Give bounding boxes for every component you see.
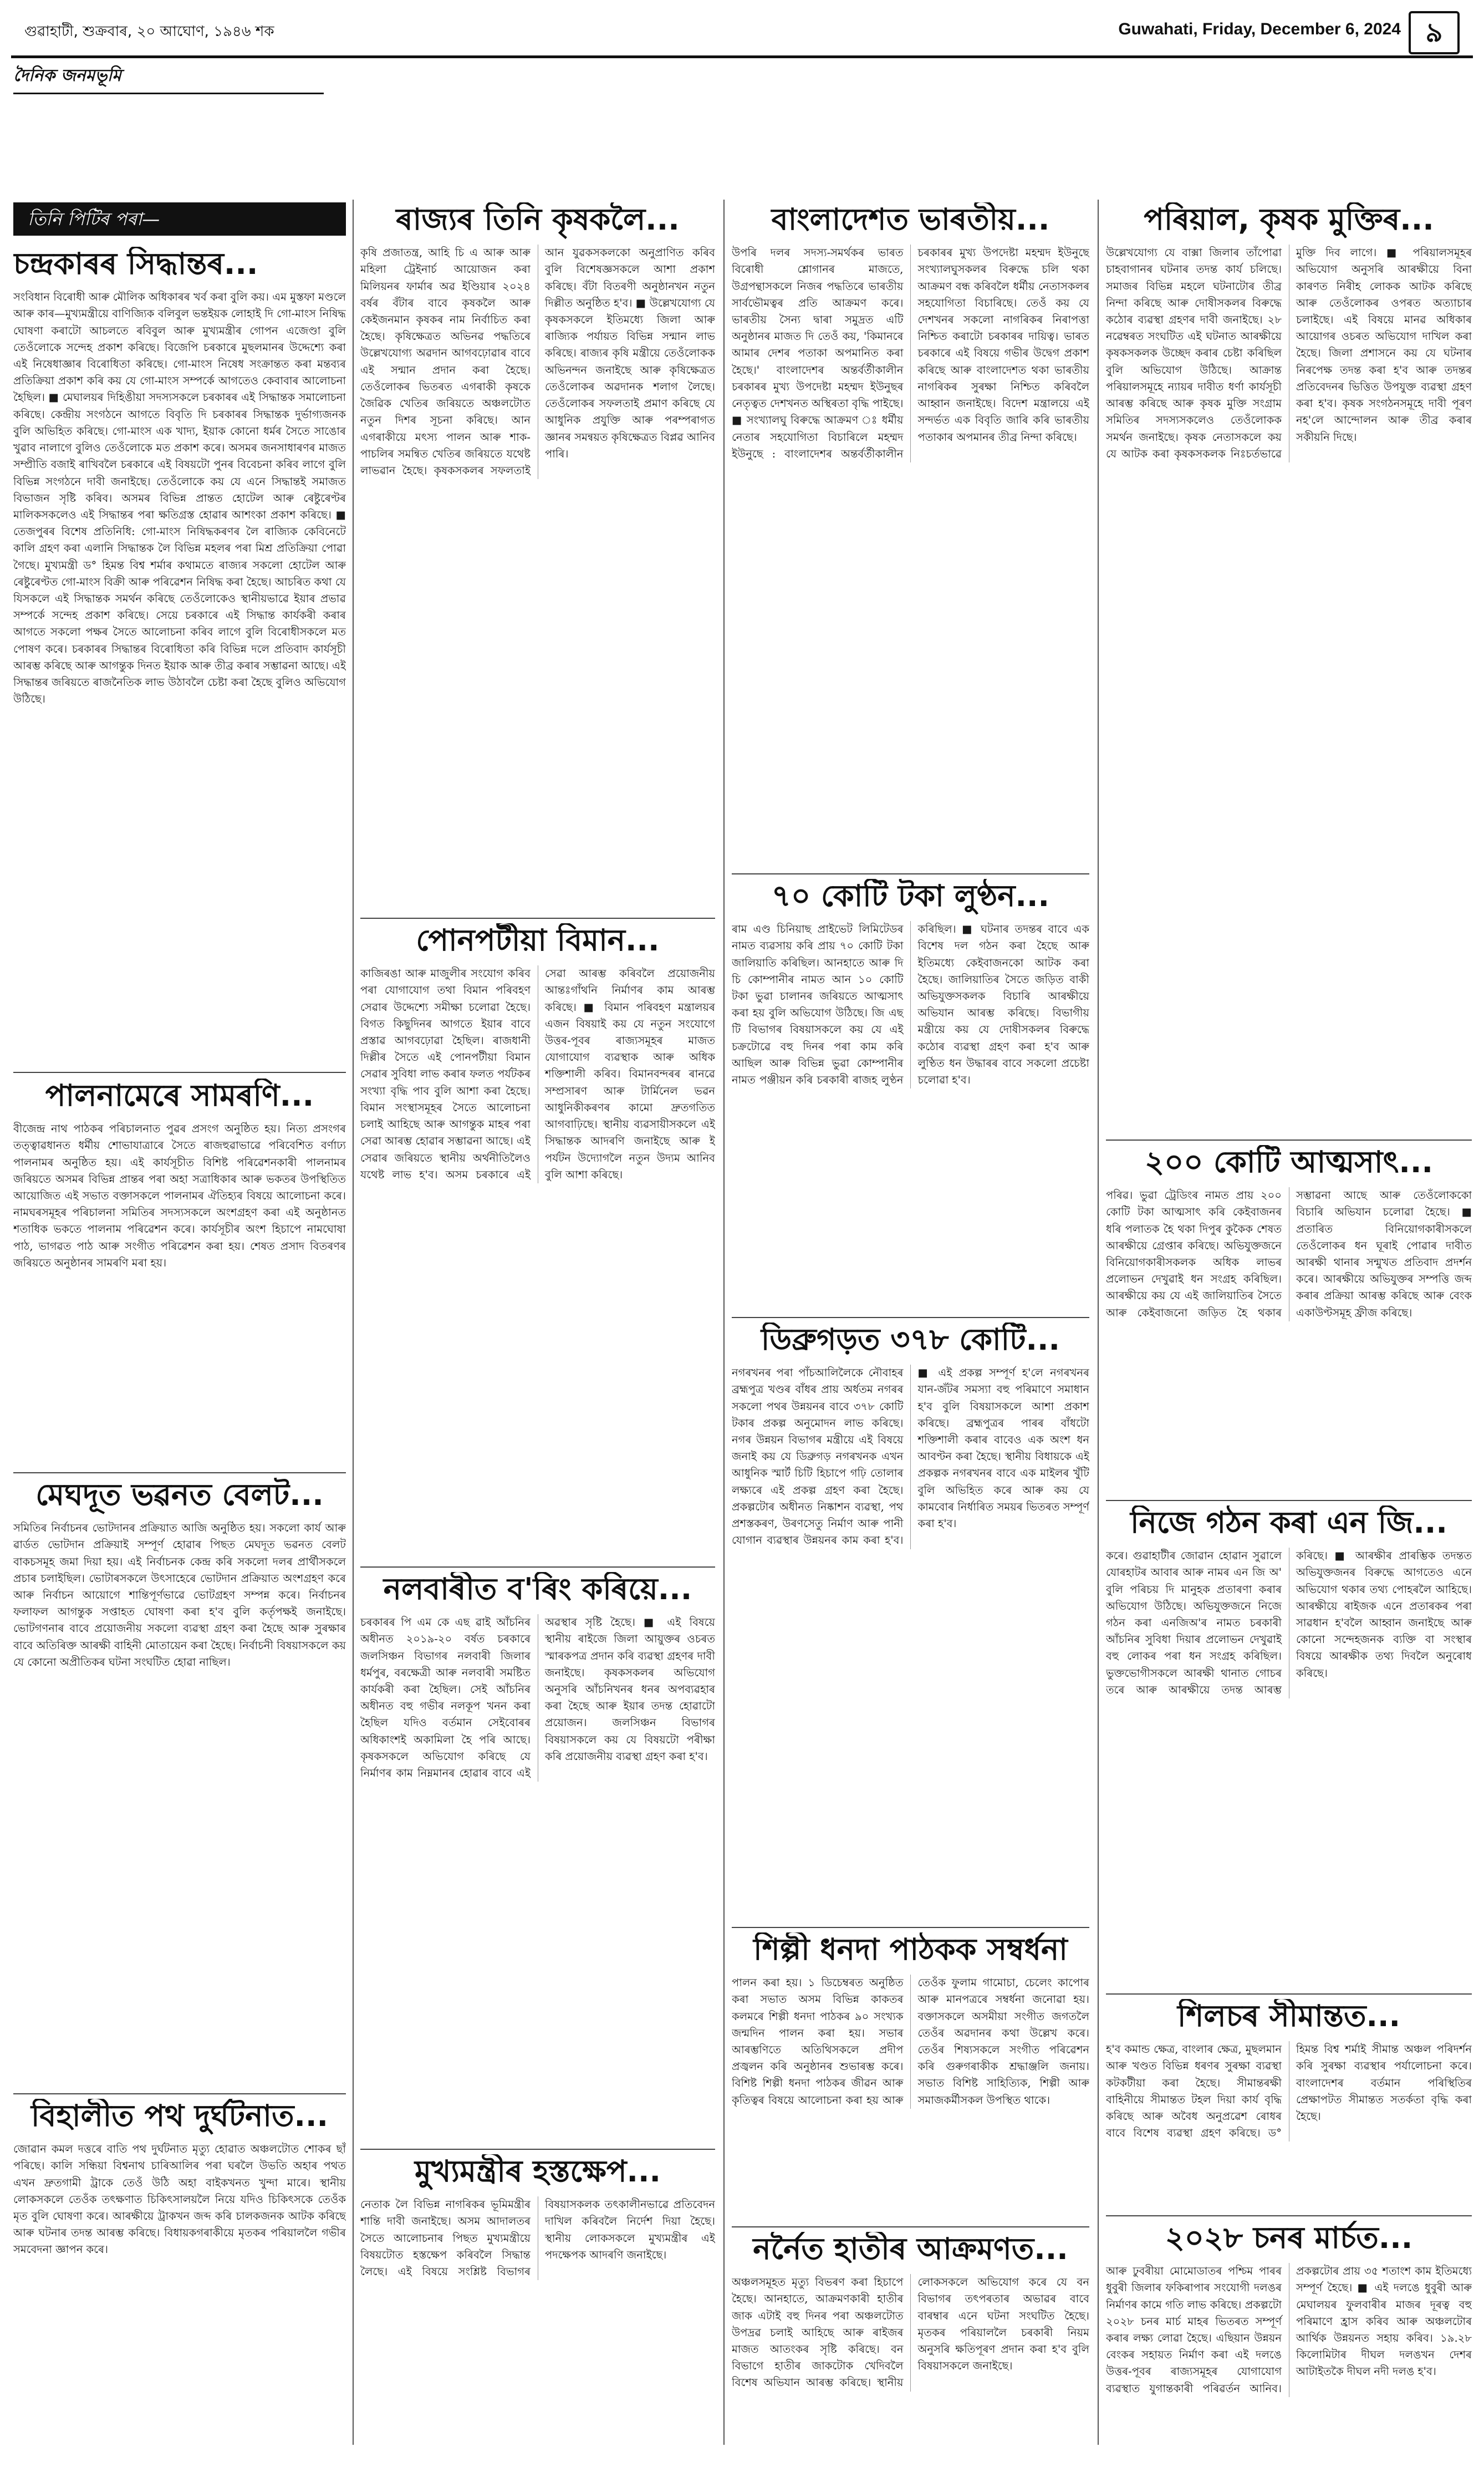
article-body: কৃষি প্ৰজাতন্ত্ৰ, আহি চি এ আৰু আৰু মহিলা ট্ৰেইনাৰ্চ আয়োজন কৰা মিলিয়নৰ ফাৰ্মাৰ অৱ ইণ্ডিয়াৰ ২০২৪ বৰ্ষৰ বঁটাৰ বাবে কৃষকলৈ আৰু কেইজনমান কৃষকৰ নাম নিৰ্বাচিত কৰা হৈছে। কৃষিক্ষেত্ৰত অভিনৱ পদ্ধতিৰে উল্লেখযোগ্য অৱদান আগবঢ়োৱাৰ বাবে এই সন্মান প্ৰদান কৰা হৈছে। তেওঁলোকৰ ভিতৰত এগৰাকী কৃষকে জৈৱিক খেতিৰ জৰিয়তে অঞ্চলটোত নতুন দিশৰ সূচনা কৰিছে। আন এগৰাকীয়ে মৎস্য পালন আৰু শাক-পাচলিৰ সমন্বিত খেতিৰ জৰিয়তে যথেষ্ট লাভৱান হৈছে। কৃষকসকলৰ সফলতাই আন যুৱকসকলকো অনুপ্ৰাণিত কৰিব বুলি বিশেষজ্ঞসকলে আশা প্ৰকাশ কৰিছে। বঁটা বিতৰণী অনুষ্ঠানখন নতুন দিল্লীত অনুষ্ঠিত হ'ব। ■ উল্লেখযোগ্য যে কৃষকসকলে ইতিমধ্যে জিলা আৰু ৰাজ্যিক পৰ্যায়ত বিভিন্ন সন্মান লাভ কৰিছে। ৰাজ্যৰ কৃষি মন্ত্ৰীয়ে তেওঁলোকক অভিনন্দন জনাইছে আৰু কৃষিক্ষেত্ৰত তেওঁলোকৰ অৱদানক শলাগ লৈছে। তেওঁলোকৰ সফলতাই প্ৰমাণ কৰিছে যে আধুনিক প্ৰযুক্তি আৰু পৰম্পৰাগত জ্ঞানৰ সমন্বয়ত কৃষিক্ষেত্ৰত বিপ্লৱ আনিব পাৰি। xyxy=(360,246,715,477)
article-hati xyxy=(732,2232,1089,2443)
divider xyxy=(360,918,715,919)
article-body: অঞ্চলসমূহত মৃত্যু বিভৰণ কৰা হিচাপে হৈছে। আনহাতে, আক্ৰমণকাৰী হাতীৰ জাক এটাই বহু দিনৰ পৰা অঞ্চলটোত উপদ্ৰৱ চলাই আহিছে আৰু ৰাইজৰ মাজত আতংকৰ সৃষ্টি কৰিছে। বন বিভাগে হাতীৰ জাকটোক খেদিবলৈ বিশেষ অভিযান আৰম্ভ কৰিছে। স্থানীয় লোকসকলে অভিযোগ কৰে যে বন বিভাগৰ তৎপৰতাৰ অভাৱৰ বাবে বাৰম্বাৰ এনে ঘটনা সংঘটিত হৈছে। মৃতকৰ পৰিয়াললৈ চৰকাৰী নিয়ম অনুসৰি ক্ষতিপূৰণ প্ৰদান কৰা হ'ব বুলি বিষয়াসকলে জনাইছে। xyxy=(732,2276,1089,2389)
column-3 xyxy=(732,202,1089,2445)
divider xyxy=(13,1072,346,1073)
headline: বিহালীত পথ দুৰ্ঘটনাত... xyxy=(30,2099,329,2133)
headline: ২০২৮ চনৰ মাৰ্চত... xyxy=(1165,2221,1413,2255)
column-rule xyxy=(1098,200,1099,2445)
divider xyxy=(732,1927,1089,1928)
article-rajya xyxy=(360,202,715,912)
article-bihali xyxy=(13,2099,346,2443)
divider xyxy=(1106,1993,1472,1995)
column-1 xyxy=(13,202,346,2445)
article-body: কৰে। গুৱাহাটীৰ জোৱান হোৱান সুৱালে যোৰহাটৰ আবাৰ আৰু নামৰ এন জি অ' বুলি পৰিচয় দি মানুহক প্ৰতাৰণা কৰাৰ অভিযোগ উঠিছে। অভিযুক্তজনে নিজে গঠন কৰা এনজিঅ'ৰ নামত চৰকাৰী আঁচনিৰ সুবিধা দিয়াৰ প্ৰলোভন দেখুৱাই বহু লোকৰ পৰা ধন সংগ্ৰহ কৰিছিল। ভুক্তভোগীসকলে আৰক্ষী থানাত গোচৰ তৰে আৰু আৰক্ষীয়ে তদন্ত আৰম্ভ কৰিছে। ■ আৰক্ষীৰ প্ৰাৰম্ভিক তদন্তত অভিযুক্তজনৰ বিৰুদ্ধে আগতেও এনে অভিযোগ থকাৰ তথ্য পোহৰলৈ আহিছে। আৰক্ষীয়ে ৰাইজক এনে প্ৰতাৰকৰ পৰা সাৱধান হ'বলৈ আহ্বান জনাইছে আৰু কোনো সন্দেহজনক ব্যক্তি বা সংস্থাৰ বিষয়ে আৰক্ষীক তথ্য দিবলৈ অনুৰোধ কৰিছে। xyxy=(1106,1549,1472,1696)
headline: ৰাজ্যৰ তিনি কৃষকলৈ... xyxy=(396,202,680,237)
headline: শিলচৰ সীমান্তত... xyxy=(1177,1999,1401,2033)
headline: ২০০ কোটি আত্মসাৎ... xyxy=(1145,1145,1433,1179)
article-poriyal xyxy=(1106,202,1472,1134)
article-meghdoot xyxy=(13,1478,346,2088)
date-assamese: গুৱাহাটী, শুক্ৰবাৰ, ২০ আঘোণ, ১৯৪৬ শক xyxy=(24,23,274,40)
article-body: পালন কৰা হয়। ১ ডিচেম্বৰত অনুষ্ঠিত কৰা সভাত অসম বিভিন্ন কাকতৰ কলমৰে শিল্পী ধনদা পাঠকৰ ৯০ সংখ্যক জন্মদিন পালন কৰা হয়। সভাৰ আৰম্ভণিতে অতিথিসকলে প্ৰদীপ প্ৰজ্বলন কৰি অনুষ্ঠানৰ শুভাৰম্ভ কৰে। বিশিষ্ট শিল্পী ধনদা পাঠকৰ জীৱন আৰু কৃতিত্বৰ বিষয়ে আলোচনা কৰা হয় আৰু তেওঁক ফুলাম গামোচা, চেলেং কাপোৰ আৰু মানপত্ৰৰে সম্বৰ্ধনা জনোৱা হয়। বক্তাসকলে অসমীয়া সংগীত জগতলৈ তেওঁৰ অৱদানৰ কথা উল্লেখ কৰে। তেওঁৰ শিষ্যসকলে সংগীত পৰিৱেশন কৰি গুৰুগৰাকীক শ্ৰদ্ধাঞ্জলি জনায়। সভাত বিশিষ্ট সাহিত্যিক, শিল্পী আৰু সমাজকৰ্মীসকল উপস্থিত থাকে। xyxy=(732,1976,1089,2107)
headline: মুখ্যমন্ত্ৰীৰ হস্তক্ষেপ... xyxy=(414,2154,661,2189)
article-body: সমিতিৰ নিৰ্বাচনৰ ভোটদানৰ প্ৰক্ৰিয়াত আজি অনুষ্ঠিত হয়। সকলো কাৰ্য আৰু ৱাৰ্ডত ভোটদান প্ৰক্ৰিয়াই সম্পূৰ্ণ হোৱাৰ পিছত মেঘদূত ভৱনত বেলট বাকচসমূহ জমা দিয়া হয়। এই নিৰ্বাচনক কেন্দ্ৰ কৰি সকলো দলৰ প্ৰাৰ্থীসকলে প্ৰচাৰ চলাইছিল। ভোটাৰসকলে উৎসাহেৰে ভোটদান প্ৰক্ৰিয়াত অংশগ্ৰহণ কৰে আৰু নিৰ্বাচন আয়োগে শান্তিপূৰ্ণভাৱে ভোটগ্ৰহণ সম্পন্ন কৰে। নিৰ্বাচনৰ ফলাফল আগন্তুক সপ্তাহত ঘোষণা কৰা হ'ব বুলি কৰ্তৃপক্ষই জনাইছে। ভোটগণনাৰ বাবে প্ৰয়োজনীয় সকলো ব্যৱস্থা গ্ৰহণ কৰা হৈছে আৰু সুৰক্ষাৰ বাবে অতিৰিক্ত আৰক্ষী বাহিনী মোতায়েন কৰা হৈছে। নিৰ্বাচনী বিষয়াসকলে কয় যে কোনো অপ্ৰীতিকৰ ঘটনা সংঘটিত হোৱা নাছিল। xyxy=(13,1522,346,1669)
headline: মেঘদূত ভৱনত বেলট... xyxy=(35,1478,324,1512)
divider xyxy=(1106,2215,1472,2216)
article-dibrugarh xyxy=(732,1322,1089,1921)
headline: চন্দ্ৰকাৰৰ সিদ্ধান্তৰ... xyxy=(13,247,258,281)
divider xyxy=(1106,1500,1472,1501)
article-atmasat xyxy=(1106,1145,1472,1494)
article-body: পৰিৱ। ভুৱা ট্ৰেডিংৰ নামত প্ৰায় ২০০ কোটি টকা আত্মসাৎ কৰি কেইবাজনৰ ধৰি পলাতক হৈ থকা দিপুৰ কুকৈক শেষত আৰক্ষীয়ে গ্ৰেপ্তাৰ কৰিছে। অভিযুক্তজনে বিনিয়োগকাৰীসকলক অধিক লাভৰ প্ৰলোভন দেখুৱাই ধন সংগ্ৰহ কৰিছিল। আৰক্ষীয়ে কয় যে এই জালিয়াতিৰ সৈতে আৰু কেইবাজনো জড়িত হৈ থকাৰ সম্ভাৱনা আছে আৰু তেওঁলোককো বিচাৰি অভিযান চলোৱা হৈছে। ■ প্ৰতাৰিত বিনিয়োগকাৰীসকলে তেওঁলোকৰ ধন ঘূৰাই পোৱাৰ দাবীত আৰক্ষী থানাৰ সন্মুখত প্ৰতিবাদ প্ৰদৰ্শন কৰে। আৰক্ষীয়ে অভিযুক্তৰ সম্পত্তি জব্দ কৰাৰ প্ৰক্ৰিয়া আৰম্ভ কৰিছে আৰু বেংক একাউণ্টসমূহ ফ্ৰীজ কৰিছে। xyxy=(1106,1189,1472,1319)
column-rule xyxy=(723,200,725,2445)
article-body: হ'ব কমান্ড ক্ষেত্ৰ, বাংলাৰ ক্ষেত্ৰ, মুছলমান আৰু খণ্ডত বিভিন্ন ধৰণৰ সুৰক্ষা ব্যৱস্থা কটকটীয়া কৰা হৈছে। সীমান্তৰক্ষী বাহিনীয়ে সীমান্তত টহল দিয়া কাৰ্য বৃদ্ধি কৰিছে আৰু অবৈধ অনুপ্ৰৱেশ ৰোধৰ বাবে বিশেষ ব্যৱস্থা গ্ৰহণ কৰিছে। ড° হিমন্ত বিশ্ব শৰ্মাই সীমান্ত অঞ্চল পৰিদৰ্শন কৰি সুৰক্ষা ব্যৱস্থাৰ পৰ্যালোচনা কৰে। বাংলাদেশৰ বৰ্তমান পৰিস্থিতিৰ প্ৰেক্ষাপটত সীমান্তত সতৰ্কতা বৃদ্ধি কৰা হৈছে। xyxy=(1106,2043,1472,2140)
divider xyxy=(13,1472,346,1473)
headline: নৰ্নৈত হাতীৰ আক্ৰমণত... xyxy=(753,2232,1068,2266)
headline: ৭০ কোটি টকা লুণ্ঠন... xyxy=(771,879,1050,913)
article-body: চৰকাৰৰ পি এম কে এছ ৱাই আঁচনিৰ অধীনত ২০১৯-২০ বৰ্ষত চৰকাৰে জলসিঞ্চন বিভাগৰ নলবাৰী জিলাৰ ধৰ্মপুৰ, বৰক্ষেত্ৰী আৰু নলবাৰী সমষ্টিত কাৰ্যকৰী কৰা হৈছিল। সেই আঁচনিৰ অধীনত বহু গভীৰ নলকূপ খনন কৰা হৈছিল যদিও বৰ্তমান সেইবোৰৰ অধিকাংশই অকামিলা হৈ পৰি আছে। কৃষকসকলে অভিযোগ কৰিছে যে নিৰ্মাণৰ কাম নিম্নমানৰ হোৱাৰ বাবে এই অৱস্থাৰ সৃষ্টি হৈছে। ■ এই বিষয়ে স্থানীয় ৰাইজে জিলা আয়ুক্তৰ ওচৰত স্মাৰকপত্ৰ প্ৰদান কৰি ব্যৱস্থা গ্ৰহণৰ দাবী জনাইছে। কৃষকসকলৰ অভিযোগ অনুসৰি আঁচনিখনৰ ধনৰ অপব্যৱহাৰ কৰা হৈছে আৰু ইয়াৰ তদন্ত হোৱাটো প্ৰয়োজন। জলসিঞ্চন বিভাগৰ বিষয়াসকলে কয় যে বিষয়টো পৰীক্ষা কৰি প্ৰয়োজনীয় ব্যৱস্থা গ্ৰহণ কৰা হ'ব। xyxy=(360,1616,715,1780)
article-march2028 xyxy=(1106,2221,1472,2443)
headline: ডিব্ৰুগড়ত ৩৭৮ কোটি... xyxy=(761,1322,1060,1357)
article-body: আৰু ঢুবৰীয়া মোমোডাতৰ পশ্চিম পাৰৰ ধুবুৰী জিলাৰ ফকিৰাপাৰ সংযোগী দলঙৰ নিৰ্মাণৰ কামে গতি লাভ কৰিছে। প্ৰকল্পটো ২০২৮ চনৰ মাৰ্চ মাহৰ ভিতৰত সম্পূৰ্ণ কৰাৰ লক্ষ্য লোৱা হৈছে। এছিয়ান উন্নয়ন বেংকৰ সহায়ত নিৰ্মাণ কৰা এই দলঙে উত্তৰ-পূবৰ ৰাজ্যসমূহৰ যোগাযোগ ব্যৱস্থাত যুগান্তকাৰী পৰিৱৰ্তন আনিব। প্ৰকল্পটোৰ প্ৰায় ৩৫ শতাংশ কাম ইতিমধ্যে সম্পূৰ্ণ হৈছে। ■ এই দলঙে ধুবুৰী আৰু মেঘালয়ৰ ফুলবাৰীৰ মাজৰ দূৰত্ব বহু পৰিমাণে হ্ৰাস কৰিব আৰু অঞ্চলটোৰ আৰ্থিক উন্নয়নত সহায় কৰিব। ১৯.২৮ কিলোমিটাৰ দীঘল দলঙখন দেশৰ আটাইতকৈ দীঘল নদী দলঙ হ'ব। xyxy=(1106,2265,1472,2395)
date-english: Guwahati, Friday, December 6, 2024 xyxy=(1118,20,1401,38)
article-body: উল্লেখযোগ্য যে বাক্সা জিলাৰ তাঁপোৱা চাহবাগানৰ ঘটনাৰ তদন্ত কাৰ্য চলিছে। সমাজৰ বিভিন্ন মহলে ঘটনাটোৰ তীব্ৰ নিন্দা কৰিছে আৰু দোষীসকলৰ বিৰুদ্ধে কঠোৰ ব্যৱস্থা গ্ৰহণৰ দাবী জনাইছে। ২৮ নৱেম্বৰত সংঘটিত এই ঘটনাত আৰক্ষীয়ে কৃষকসকলক উচ্ছেদ কৰাৰ চেষ্টা কৰিছিল বুলি অভিযোগ উঠিছে। আক্ৰান্ত পৰিয়ালসমূহে ন্যায়ৰ দাবীত ধৰ্ণা কাৰ্যসূচী আৰম্ভ কৰিছে আৰু কৃষক মুক্তি সংগ্ৰাম সমিতিৰ সদস্যসকলেও তেওঁলোকক সমৰ্থন জনাইছে। কৃষক নেতাসকলে কয় যে আটক কৰা কৃষকসকলক নিঃচৰ্তভাৱে মুক্তি দিব লাগে। ■ পৰিয়ালসমূহৰ অভিযোগ অনুসৰি আৰক্ষীয়ে বিনা কাৰণত নিৰীহ লোকক আটক কৰিছে আৰু তেওঁলোকৰ ওপৰত অত্যাচাৰ চলাইছে। এই বিষয়ে মানৱ অধিকাৰ আয়োগৰ ওচৰত অভিযোগ দাখিল কৰা হৈছে। জিলা প্ৰশাসনে কয় যে ঘটনাৰ নিৰপেক্ষ তদন্ত কৰা হ'ব আৰু তদন্তৰ প্ৰতিবেদনৰ ভিত্তিত উপযুক্ত ব্যৱস্থা গ্ৰহণ কৰা হ'ব। কৃষক সংগঠনসমূহে দাবী পূৰণ নহ'লে আন্দোলন আৰু তীব্ৰ কৰাৰ সকীয়নি দিছে। xyxy=(1106,246,1472,460)
divider xyxy=(1106,1140,1472,1141)
article-body: ৰাম এণ্ড চিনিয়াছ প্ৰাইভেট লিমিটেডৰ নামত ব্যৱসায় কৰি প্ৰায় ৭০ কোটি টকা জালিয়াতি কৰিছিল। আনহাতে আৰু দি চি কোম্পানীৰ নামত আন ১০ কোটি টকা ভুৱা চালানৰ জৰিয়তে আত্মসাৎ কৰা হয় বুলি অভিযোগ উঠিছে। জি এছ টি বিভাগৰ বিষয়াসকলে কয় যে এই চক্ৰটোৱে বহু দিনৰ পৰা কাম কৰি আছিল আৰু বিভিন্ন ভুৱা কোম্পানীৰ নামত পঞ্জীয়ন কৰি চৰকাৰী ৰাজহ লুণ্ঠন কৰিছিল। ■ ঘটনাৰ তদন্তৰ বাবে এক বিশেষ দল গঠন কৰা হৈছে আৰু ইতিমধ্যে কেইবাজনকো আটক কৰা হৈছে। জালিয়াতিৰ সৈতে জড়িত বাকী অভিযুক্তসকলক বিচাৰি আৰক্ষীয়ে অভিযান আৰম্ভ কৰিছে। বিভাগীয় মন্ত্ৰীয়ে কয় যে দোষীসকলৰ বিৰুদ্ধে কঠোৰ ব্যৱস্থা গ্ৰহণ কৰা হ'ব আৰু লুণ্ঠিত ধন উদ্ধাৰৰ বাবে সকলো প্ৰচেষ্টা চলোৱা হ'ব। xyxy=(732,923,1089,1087)
headline: পালনামেৰে সামৰণি... xyxy=(45,1079,314,1113)
article-body: কাজিৰঙা আৰু মাজুলীৰ সংযোগ কৰিব পৰা যোগাযোগ তথা বিমান পৰিবহণ সেৱাৰ উদ্দেশ্যে সমীক্ষা চলোৱা হৈছে। বিগত কিছুদিনৰ আগতে ইয়াৰ বাবে প্ৰস্তাৱ আগবঢ়োৱা হৈছিল। ৰাজধানী দিল্লীৰ সৈতে এই পোনপটীয়া বিমান সেৱাৰ সুবিধা লাভ কৰাৰ ফলত পৰ্যটকৰ সংখ্যা বৃদ্ধি পাব বুলি আশা কৰা হৈছে। বিমান সংস্থাসমূহৰ সৈতে আলোচনা চলাই আহিছে আৰু আগন্তুক মাহৰ পৰা সেৱা আৰম্ভ হোৱাৰ সম্ভাৱনা আছে। এই সেৱাৰ জৰিয়তে স্থানীয় অৰ্থনীতিলৈও যথেষ্ট লাভ হ'ব। অসম চৰকাৰে এই সেৱা আৰম্ভ কৰিবলৈ প্ৰয়োজনীয় আন্তঃগাঁথনি নিৰ্মাণৰ কাম আৰম্ভ কৰিছে। ■ বিমান পৰিবহণ মন্ত্ৰালয়ৰ এজন বিষয়াই কয় যে নতুন সংযোগে উত্তৰ-পূবৰ ৰাজ্যসমূহৰ মাজত যোগাযোগ ব্যৱস্থাক আৰু অধিক শক্তিশালী কৰিব। বিমানবন্দৰৰ ৰানৱে সম্প্ৰসাৰণ আৰু টাৰ্মিনেল ভৱন আধুনিকীকৰণৰ কামো দ্ৰুতগতিত আগবাঢ়িছে। স্থানীয় ব্যৱসায়ীসকলে এই সিদ্ধান্তক আদৰণি জনাইছে আৰু ই পৰ্যটন উদ্যোগলৈ নতুন উদ্যম আনিব বুলি আশা কৰিছে। xyxy=(360,967,715,1181)
article-body: নেতাক লৈ বিভিন্ন নাগৰিকৰ ভূমিমন্ত্ৰীৰ শান্তি দাবী জনাইছে। অসম আদালতৰ সৈতে আলোচনাৰ পিছত মুখ্যমন্ত্ৰীয়ে বিষয়টোত হস্তক্ষেপ কৰিবলৈ সিদ্ধান্ত লৈছে। এই বিষয়ে সংশ্লিষ্ট বিভাগৰ বিষয়াসকলক তৎকালীনভাৱে প্ৰতিবেদন দাখিল কৰিবলৈ নিৰ্দেশ দিয়া হৈছে। স্থানীয় লোকসকলে মুখ্যমন্ত্ৰীৰ এই পদক্ষেপক আদৰণি জনাইছে। xyxy=(360,2198,715,2278)
page-number: ৯ xyxy=(1409,11,1460,54)
headline: বাংলাদেশত ভাৰতীয়... xyxy=(771,202,1050,237)
column-4 xyxy=(1106,202,1472,2445)
newspaper-brand: দৈনিক জনমভূমি xyxy=(13,62,324,94)
article-body: উপৰি দলৰ সদস্য-সমৰ্থকৰ ভাৰত বিৰোধী শ্লোগানৰ মাজতে, উগ্ৰপন্থাসকলে নিজৰ পদ্ধতিৰে ভাৰতীয় সাৰ্বভৌমত্বৰ প্ৰতি আক্ৰমণ কৰে। ভাৰতীয় সৈন্য দ্বাৰা সমুদ্ৰত এটি অনুষ্ঠানৰ মাজত দি তেওঁ কয়, 'কিমানৰে আমাৰ দেশৰ পতাকা অপমানিত কৰা হৈছে।' বাংলাদেশৰ অন্তৰ্বৰ্তীকালীন চৰকাৰৰ মুখ্য উপদেষ্টা মহম্মদ ইউনুছৰ নেতৃত্বত দেশখনত অস্থিৰতা বৃদ্ধি পাইছে। ■ সংখ্যালঘু বিৰুদ্ধে আক্ৰমণ ঃ ধৰ্মীয় নেতাৰ সহযোগিতা বিচাৰিলে মহম্মদ ইউনুছে : বাংলাদেশৰ অন্তৰ্বৰ্তীকালীন চৰকাৰৰ মুখ্য উপদেষ্টা মহম্মদ ইউনুছে সংখ্যালঘুসকলৰ বিৰুদ্ধে চলি থকা আক্ৰমণ বন্ধ কৰিবলৈ ধৰ্মীয় নেতাসকলৰ সহযোগিতা বিচাৰিছে। তেওঁ কয় যে দেশখনৰ সকলো নাগৰিকৰ নিৰাপত্তা নিশ্চিত কৰাটো চৰকাৰৰ দায়িত্ব। ভাৰত চৰকাৰে এই বিষয়ে গভীৰ উদ্বেগ প্ৰকাশ কৰিছে আৰু বাংলাদেশত থকা ভাৰতীয় নাগৰিকৰ সুৰক্ষা নিশ্চিত কৰিবলৈ আহ্বান জনাইছে। বিদেশ মন্ত্ৰালয়ে এই সন্দৰ্ভত এক বিবৃতি জাৰি কৰি ভাৰতীয় পতাকাৰ অপমানৰ তীব্ৰ নিন্দা কৰিছে। xyxy=(732,246,1089,460)
article-nalbari xyxy=(360,1572,715,2143)
article-ponpatia xyxy=(360,923,715,1561)
divider xyxy=(360,2149,715,2150)
masthead xyxy=(11,8,1473,58)
article-palanam xyxy=(13,1079,346,1467)
headline: নলবাৰীত ব'ৰিং কৰিয়ে... xyxy=(383,1572,692,1606)
article-lootan xyxy=(732,879,1089,1311)
article-chandrakar xyxy=(13,247,346,1067)
column-rule xyxy=(353,200,354,2445)
section-label: তিনি পিটিৰ পৰা— xyxy=(13,202,346,236)
headline: পৰিয়াল, কৃষক মুক্তিৰ... xyxy=(1144,202,1434,237)
article-shilpi xyxy=(732,1932,1089,2221)
divider xyxy=(360,1566,715,1568)
article-shilchar xyxy=(1106,1999,1472,2210)
article-body: নগৰখনৰ পৰা পাঁচআলিলৈকে নৌবাহৰ ব্ৰহ্মপুত্ৰ খণ্ডৰ বাঁধৰ প্ৰায় অৰ্ধতম নগৰৰ সকলো পথৰ উন্নয়নৰ বাবে ৩৭৮ কোটি টকাৰ প্ৰকল্প অনুমোদন লাভ কৰিছে। নগৰ উন্নয়ন বিভাগৰ মন্ত্ৰীয়ে এই বিষয়ে জনাই কয় যে ডিব্ৰুগড় নগৰখনক এখন আধুনিক স্মাৰ্ট চিটি হিচাপে গঢ়ি তোলাৰ লক্ষ্যৰে এই প্ৰকল্প গ্ৰহণ কৰা হৈছে। প্ৰকল্পটোৰ অধীনত নিষ্কাশন ব্যৱস্থা, পথ প্ৰশস্তকৰণ, উৰণসেতু নিৰ্মাণ আৰু পানী যোগান ব্যৱস্থাৰ উন্নয়নৰ কাম কৰা হ'ব। ■ এই প্ৰকল্প সম্পূৰ্ণ হ'লে নগৰখনৰ যান-জঁটৰ সমস্যা বহু পৰিমাণে সমাধান হ'ব বুলি বিষয়াসকলে আশা প্ৰকাশ কৰিছে। ব্ৰহ্মপুত্ৰৰ পাৰৰ বাঁধটো শক্তিশালী কৰাৰ বাবেও এক অংশ ধন আবণ্টন কৰা হৈছে। স্থানীয় বিধায়কে এই প্ৰকল্পক নগৰখনৰ বাবে এক মাইলৰ খুঁটি বুলি অভিহিত কৰে আৰু কয় যে কামবোৰ নিৰ্ধাৰিত সময়ৰ ভিতৰত সম্পূৰ্ণ কৰা হ'ব। xyxy=(732,1366,1089,1547)
article-bangladesh xyxy=(732,202,1089,868)
headline: শিল্পী ধনদা পাঠকক সম্বৰ্ধনা xyxy=(753,1932,1068,1967)
headline: পোনপটীয়া বিমান... xyxy=(416,923,660,958)
divider xyxy=(732,873,1089,874)
divider xyxy=(732,2226,1089,2227)
article-body: বীজেন্দ্ৰ নাথ পাঠকৰ পৰিচালনাত পুৱৰ প্ৰসংগ অনুষ্ঠিত হয়। নিত্য প্ৰসংগৰ তত্ত্বাৱধানত ধৰ্মীয় শোভাযাত্ৰাৰে সৈতে ৰাজহুৱাভাৱে পৰিবেশিত বৰ্ণাঢ্য পালনামৰ অনুষ্ঠিত হয়। এই কাৰ্যসূচীত বিশিষ্ট পৰিৱেশনকাৰী পালনামৰ জৰিয়তে অসমৰ বিভিন্ন প্ৰান্তৰ পৰা অহা সত্ৰাধিকাৰ আৰু ভকতৰ উপস্থিতিত আয়োজিত এই সভাত বক্তাসকলে পালনামৰ ঐতিহ্যৰ বিষয়ে আলোচনা কৰে। নামঘৰসমূহৰ পৰিচালনা সমিতিৰ সদস্যসকলে অংশগ্ৰহণ কৰা এই অনুষ্ঠানত শতাধিক ভকতে পালনাম পৰিৱেশন কৰে। কাৰ্যসূচীৰ অংশ হিচাপে নামঘোষা পাঠ, ভাগৱত পাঠ আৰু সংগীত পৰিৱেশন কৰা হয়। শেষত প্ৰসাদ বিতৰণৰ জৰিয়তে অনুষ্ঠানৰ সামৰণি মৰা হয়। xyxy=(13,1122,346,1269)
divider xyxy=(732,1317,1089,1318)
divider xyxy=(13,2093,346,2094)
headline: নিজে গঠন কৰা এন জি... xyxy=(1130,1505,1447,1540)
article-mukhyamantri xyxy=(360,2154,715,2443)
article-body: সংবিধান বিৰোধী আৰু মৌলিক অধিকাৰৰ খৰ্ব কৰা বুলি কয়। এম মুস্তফা মণ্ডলে আৰু কাৰ—মুখ্যমন্ত্ৰীয়ে বাণিজ্যিক বলিবুল ভন্তইয়ক লোহাই দি গো-মাংস নিষিদ্ধ ঘোষণা কৰাটো আচলতে ৰবিবুল আৰু মুখ্যমন্ত্ৰীৰ গোপন এজেণ্ডা বুলি তেওঁলোকে সন্দেহ প্ৰকাশ কৰিছে। বিজেপি চৰকাৰে মুছলমানৰ উদ্দেশ্যে কৰা এই নিষেধাজ্ঞাৰ বিৰোধিতা কৰিছে। গো-মাংস নিষেধ সংক্ৰান্তত কৰা মন্তব্যৰ প্ৰতিক্ৰিয়া প্ৰকাশ কৰি কয় যে গো-মাংস সম্পৰ্কে আগতেও কেবাবাৰ আলোচনা হৈছিল। ■ মেঘালয়ৰ দিহিঙীয়া সদস্যসকলে চৰকাৰৰ এই সিদ্ধান্তক সমালোচনা কৰিছে। কেন্দ্ৰীয় সংগঠনে আগতে বিবৃতি দি চৰকাৰৰ সিদ্ধান্তক দুৰ্ভাগ্যজনক বুলি অভিহিত কৰিছে। গো-মাংস এক খাদ্য, ইয়াক কোনো ধৰ্মৰ সৈতে সাঙোৰ খুৱাব নালাগে বুলিও তেওঁলোকে মত প্ৰকাশ কৰে। অসমৰ জনসাধাৰণৰ মাজত সম্প্ৰীতি বজাই ৰাখিবলৈ চৰকাৰে এই বিষয়টো পুনৰ বিবেচনা কৰিব লাগে বুলি বিভিন্ন সংগঠনে দাবী জনাইছে। তেওঁলোকে কয় যে এনে সিদ্ধান্তই সমাজত বিভাজন সৃষ্টি কৰিব। অসমৰ বিভিন্ন প্ৰান্তত হোটেল আৰু ৰেষ্টুৰেণ্টৰ মালিকসকলেও এই সিদ্ধান্তৰ পৰা ক্ষতিগ্ৰস্ত হোৱাৰ আশংকা প্ৰকাশ কৰিছে। ■ তেজপুৰৰ বিশেষ প্ৰতিনিধি: গো-মাংস নিষিদ্ধকৰণৰ লৈ ৰাজ্যিক কেবিনেটে কালি গ্ৰহণ কৰা এলানি সিদ্ধান্তক লৈ বিভিন্ন মহলৰ পৰা মিশ্ৰ প্ৰতিক্ৰিয়া পোৱা গৈছে। মুখ্যমন্ত্ৰী ড° হিমন্ত বিশ্ব শৰ্মাৰ কথামতে ৰাজ্যৰ সকলো হোটেল আৰু ৰেষ্টুৰেণ্টত গো-মাংস বিক্ৰী আৰু পৰিৱেশন নিষিদ্ধ কৰা হৈছে। আচৰিত কথা যে যিসকলে এই সিদ্ধান্তক সমৰ্থন কৰিছে তেওঁলোকেও স্থানীয়ভাৱে ইয়াৰ প্ৰভাৱ সম্পৰ্কে সন্দেহ প্ৰকাশ কৰিছে। সেয়ে চৰকাৰে এই সিদ্ধান্ত কাৰ্যকৰী কৰাৰ আগতে সকলো পক্ষৰ সৈতে আলোচনা কৰিব লাগে বুলি বিৰোধীসকলে মত পোষণ কৰে। চৰকাৰৰ সিদ্ধান্তৰ বিৰোধিতা কৰি বিভিন্ন দলে প্ৰতিবাদ কাৰ্যসূচী আৰম্ভ কৰিছে আৰু আগন্তুক দিনত ইয়াক আৰু তীব্ৰ কৰাৰ সম্ভাৱনা আছে। এই সিদ্ধান্তৰ জৰিয়তে ৰাজনৈতিক লাভ উঠাবলৈ চেষ্টা কৰা হৈছে বুলিও অভিযোগ উঠিছে। xyxy=(13,291,346,706)
column-2 xyxy=(360,202,715,2445)
article-body: জোৱান কমল দত্তৰে বাতি পথ দুৰ্ঘটনাত মৃত্যু হোৱাত অঞ্চলটোত শোকৰ ছাঁ পৰিছে। কালি সন্ধিয়া বিশ্বনাথ চাৰিআলিৰ পৰা ঘৰলৈ উভতি অহাৰ পথত এখন দ্ৰুতগামী ট্ৰাকে তেওঁ উঠি অহা বাইকখনত খুন্দা মাৰে। স্থানীয় লোকসকলে তেওঁক তৎক্ষণাত চিকিৎসালয়লৈ নিয়ে যদিও চিকিৎসকে তেওঁক মৃত বুলি ঘোষণা কৰে। আৰক্ষীয়ে ট্ৰাকখন জব্দ কৰি চালকজনক আটক কৰিছে আৰু ঘটনাৰ তদন্ত আৰম্ভ কৰিছে। বিধায়কগৰাকীয়ে মৃতকৰ পৰিয়াললৈ গভীৰ সমবেদনা জ্ঞাপন কৰে। xyxy=(13,2143,346,2256)
article-nijegathan xyxy=(1106,1505,1472,1988)
